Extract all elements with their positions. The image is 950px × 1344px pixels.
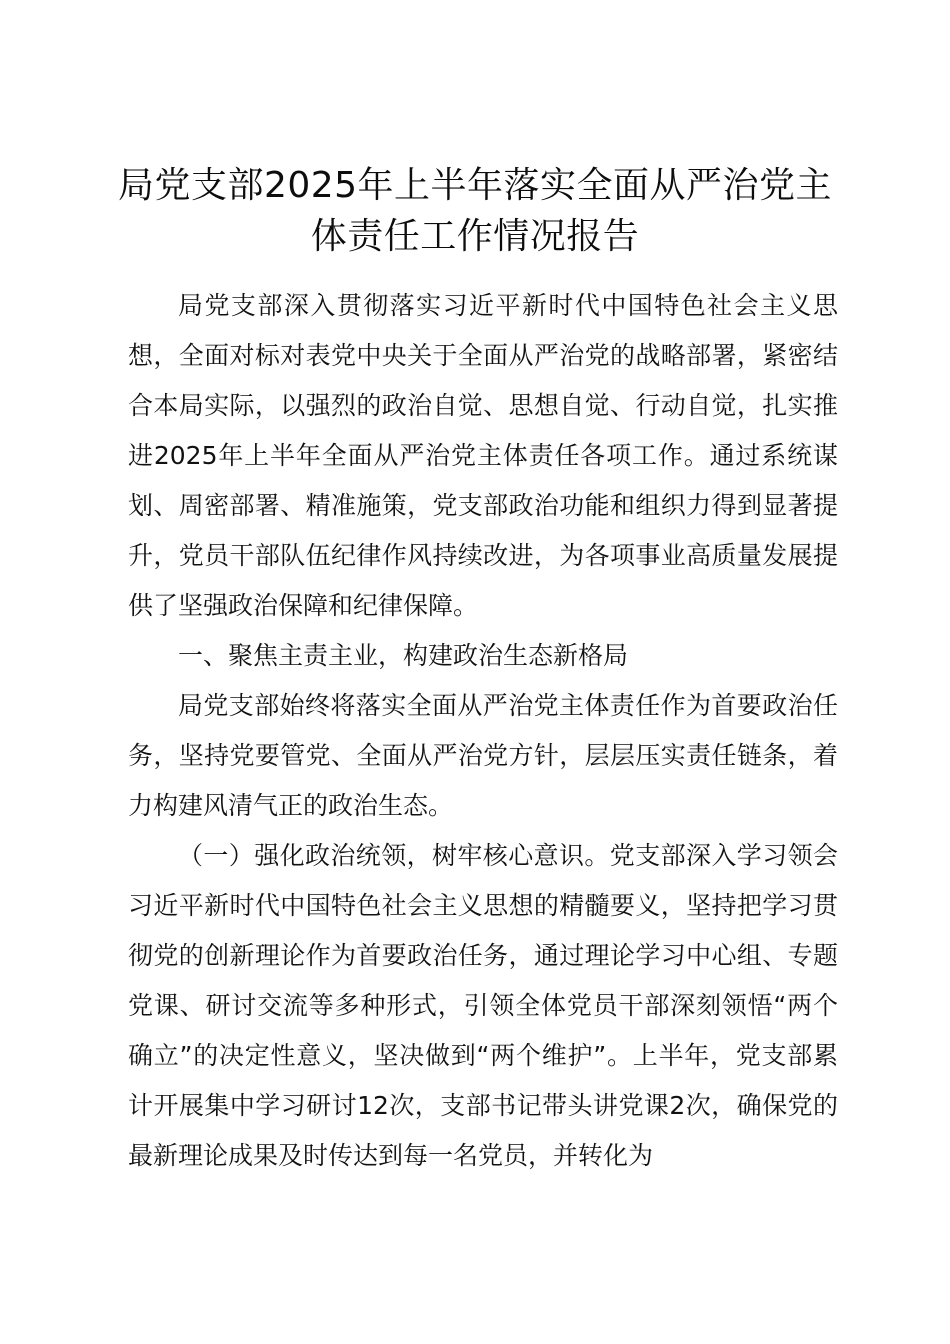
section-heading-1: 一、聚焦主责主业，构建政治生态新格局 <box>178 641 629 670</box>
subsection-1-paragraph: （一）强化政治统领，树牢核心意识。党支部深入学习领会习近平新时代中国特色社会主义思想的精髓要义，坚持把学习贯彻党的创新理论作为首要政治任务，通过理论学习中心组、专题党课、研讨交流等多种形式，引领全体党员干部深刻领悟“两个确立”的决定性意义，坚决做到“两个维护”。上半年，党支部累计开展集中学习研讨12次，支部书记带头讲党课2次，确保党的最新理论成果及时传达到每一名党员，并转化为 <box>128 841 838 1170</box>
section-1-paragraph: 局党支部始终将落实全面从严治党主体责任作为首要政治任务，坚持党要管党、全面从严治党方针，层层压实责任链条，着力构建风清气正的政治生态。 <box>128 691 838 820</box>
intro-paragraph: 局党支部深入贯彻落实习近平新时代中国特色社会主义思想，全面对标对表党中央关于全面从严治党的战略部署，紧密结合本局实际，以强烈的政治自觉、思想自觉、行动自觉，扎实推进2025年上半年全面从严治党主体责任各项工作。通过系统谋划、周密部署、精准施策，党支部政治功能和组织力得到显著提升，党员干部队伍纪律作风持续改进，为各项事业高质量发展提供了坚强政治保障和纪律保障。 <box>128 291 838 620</box>
document-body <box>128 281 838 1181</box>
document-title: 局党支部2025年上半年落实全面从严治党主体责任工作情况报告 <box>117 165 833 257</box>
